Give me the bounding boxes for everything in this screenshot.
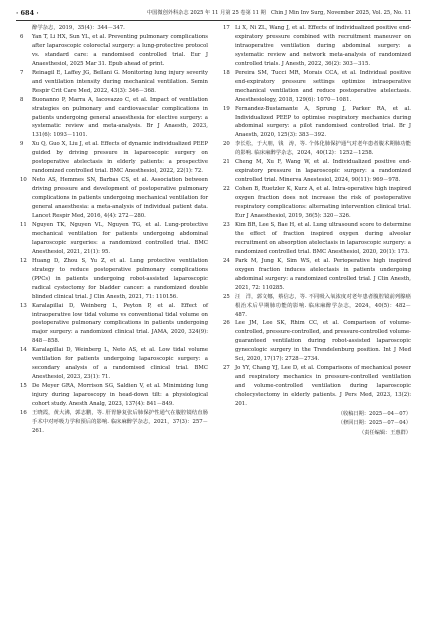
reference-item xyxy=(223,140,411,158)
received-date: （收稿日期：2025－04－07） xyxy=(337,410,411,417)
reference-item xyxy=(223,257,411,293)
reference-item xyxy=(223,105,411,141)
journal-header-title: 中国微创外科杂志 2025 年 11 月第 25 卷第 11 期 Chin J Min Inv Surg, November 2025, Vol. 25, No. 11 xyxy=(147,10,411,16)
reference-item xyxy=(223,319,411,364)
reference-item xyxy=(223,69,411,105)
reference-number: 8 xyxy=(20,96,24,103)
reference-text: Karalapillai D, Weinberg L, Neto AS, et al. Low tidal volume ventilation for patients undergoing laparoscopic surgery: a secondary analysis of a randomised clinical trial. BMC Anesthesiol, 2023, 23(1): 71. xyxy=(32,347,208,381)
reference-text: Jo YY, Chang YJ, Lee D, et al. Comparisons of mechanical power and respiratory mechanics in pressure-controlled ventilation and volume-controlled ventilation during laparoscopic cholecystectomy in elderly patients. J Pers Med, 2023, 13(2): 201. xyxy=(235,365,411,408)
reference-item xyxy=(223,221,411,257)
reference-number: 26 xyxy=(223,320,230,327)
reference-text: 汪 洋，郭文娜，蔡信志，等. 不同吸入氧浓度对老年患者腹腔镜前列腺癌根治术后早期肺功能的影响. 临床麻醉学杂志，2024，40(5)：482－487. xyxy=(235,293,411,318)
reference-item xyxy=(20,409,208,436)
reference-item xyxy=(20,382,208,409)
reference-item xyxy=(20,33,208,69)
reference-item xyxy=(20,257,208,302)
reference-text: Park M, Jung K, Sim WS, et al. Perioperative high inspired oxygen fraction induces atelectasis in patients undergoing abdominal surgery: a randomized controlled trial. J Clin Anesth, 2021, 72: 110285. xyxy=(235,257,411,291)
reference-item xyxy=(20,69,208,96)
reference-item xyxy=(20,302,208,347)
reference-text: Neto AS, Hemmes SN, Barbas CS, et al. Association between driving pressure and development of postoperative pulmonary complications in patients undergoing mechanical ventilation for general anaesthesia: a meta-analysis of individual patient data. Lancet Respir Med, 2016, 4(4): 272－280. xyxy=(32,177,208,220)
reference-number: 10 xyxy=(20,177,27,184)
reference-number: 12 xyxy=(20,257,27,264)
reference-item xyxy=(20,346,208,382)
reference-text: Huang D, Zhou S, Yu Z, et al. Lung protective ventilation strategy to reduce postoperative pulmonary complications (PPCs) in patients undergoing robot-assisted laparoscopic radical cystectomy for bladder cancer: a randomized double blinded clinical trial. J Clin Anesth, 2021, 71: 110156. xyxy=(32,257,208,300)
reference-text: Karalapillai D, Weinberg L, Peyton P, et al. Effect of intraoperative low tidal volume vs conventional tidal volume on postoperative pulmonary complications in patients undergoing major surgery: a randomized clinical trial. JAMA, 2020, 324(9): 848－858. xyxy=(32,302,208,345)
reference-number: 20 xyxy=(223,141,230,148)
reference-continuation: 醉学杂志，2019，35(4)：344－347. xyxy=(32,25,125,31)
reference-number: 16 xyxy=(20,409,27,416)
reference-text: 王晓霞，黄大沸，郭志鹏，等. 肝胃静复张后肺保护性通气在腹腔镜结直肠手术中对呼吸力学和预后的影响. 临床麻醉学杂志，2021，37(3)：257－261. xyxy=(32,409,208,434)
reference-item xyxy=(223,185,411,221)
reference-item xyxy=(223,24,411,69)
reference-text: 李长松，于大朋，钱 涛，等. 个体化肺保护通气对老年患者腹术期肺功能的影响. 临床麻醉学杂志，2024，40(12)：1252－1258. xyxy=(235,141,411,157)
reference-number: 22 xyxy=(223,186,230,193)
reference-number: 24 xyxy=(223,257,230,264)
reference-number: 27 xyxy=(223,365,230,372)
right-column xyxy=(223,24,411,437)
responsible-editor: （责任编辑：王惠群） xyxy=(359,429,411,436)
reference-text: Cohen B, Ruetzler K, Kurz A, et al. Intra-operative high inspired oxygen fraction does not increase the risk of postoperative respiratory complications: alternating intervention clinical trial. Eur J Anaesthesiol, 2019, 36(5): 320－326. xyxy=(235,186,411,220)
left-column xyxy=(20,24,208,436)
reference-number: 14 xyxy=(20,347,27,354)
reference-item xyxy=(20,221,208,257)
reference-item xyxy=(20,96,208,141)
reference-item xyxy=(20,176,208,221)
reference-text: Kim BR, Lee S, Bae H, et al. Lung ultrasound score to determine the effect of fraction inspired oxygen during alveolar recruitment on absorption atelectasis in laparoscopic surgery: a randomized controlled trial. BMC Anesthesiol, 2020, 20(1): 173. xyxy=(235,221,411,255)
reference-number: 18 xyxy=(223,69,230,76)
reference-text: Yan T, Li HX, Sun YL, et al. Preventing pulmonary complications after laparoscopic colorectal surgery: a lung-protective protocol vs. standard care: a randomised controlled trial. Eur J Anaesthesiol, 2025 Mar 31. Epub ahead of print. xyxy=(32,33,208,67)
reference-number: 11 xyxy=(20,221,27,228)
reference-number: 23 xyxy=(223,221,230,228)
reference-text: Pereira SM, Tucci MR, Morais CCA, et al. Individual positive end-expiratory pressure settings optimize intraoperative mechanical ventilation and reduce postoperative atelectasis. Anesthesiology, 2018, 129(6): 1070－1081. xyxy=(235,69,411,103)
reference-number: 7 xyxy=(20,69,24,76)
reference-item xyxy=(223,364,411,409)
reference-number: 13 xyxy=(20,302,27,309)
reference-number: 25 xyxy=(223,293,230,300)
revised-date: （修回日期：2025－07－04） xyxy=(337,420,411,427)
reference-number: 6 xyxy=(20,33,24,40)
reference-text: Cheng M, Xu F, Wang W, et al. Individualized positive end-expiratory pressure in laparoscopic surgery: a randomized controlled trial. Minerva Anestesiol, 2024, 90(11): 969－978. xyxy=(235,159,411,184)
reference-text: Li X, Ni ZL, Wang J, et al. Effects of individualized positive end-expiratory pressure combined with recruitment maneuver on intraoperative ventilation during abdominal surgery: a systematic review and network meta-analysis of randomized controlled trials. J Anesth, 2022, 36(2): 303－315. xyxy=(235,25,411,67)
reference-text: De Meyer GRA, Morrison SG, Saldien V, et al. Minimizing lung injury during laparoscopy in head-down tilt: a physiological cohort study. Anesth Analg, 2023, 137(4): 841－849. xyxy=(32,383,208,408)
reference-number: 17 xyxy=(223,25,230,31)
reference-text: Fernandez-Bustamante A, Sprung J, Parker RA, et al. Individualized PEEP to optimise respiratory mechanics during abdominal surgery: a pilot randomised controlled trial. Br J Anaesth, 2020, 125(3): 383－392. xyxy=(235,105,411,139)
left-reference-list xyxy=(20,33,208,436)
running-header xyxy=(16,6,411,21)
reference-item xyxy=(20,140,208,176)
reference-number: 21 xyxy=(223,159,230,166)
reference-text: Buonanno P, Marra A, Iacovazzo C, et al. Impact of ventilation strategies on pulmonary and cardiovascular complications in patients undergoing general anaesthesia for elective surgery: a systematic review and meta-analysis. Br J Anaesth, 2023, 131(6): 1093－1101. xyxy=(32,96,208,139)
reference-item xyxy=(223,293,411,320)
page-number: · 684 · xyxy=(16,9,39,17)
reference-number: 9 xyxy=(20,141,24,148)
reference-text: Reinagil E, Laffey JG, Bellani G. Monitoring lung injury severity and ventilation intensity during mechanical ventilation. Semin Respir Crit Care Med, 2022, 43(3): 346－368. xyxy=(32,69,208,94)
reference-text: Xu Q, Guo X, Liu J, et al. Effects of dynamic individualized PEEP guided by driving pressure in laparoscopic surgery on postoperative atelectasis in elderly patients: a prospective randomized controlled trial. BMC Anesthesiol, 2022, 22(1): 72. xyxy=(32,141,208,175)
reference-text: Nguyen TK, Nguyen VL, Nguyen TG, et al. Lung-protective mechanical ventilation for patients undergoing abdominal laparoscopic surgeries: a randomized controlled trial. BMC Anesthesiol, 2021, 21(1): 95. xyxy=(32,221,208,255)
right-reference-list xyxy=(223,24,411,409)
reference-item xyxy=(223,158,411,185)
reference-text: Lee JM, Lee SK, Rhim CC, et al. Comparison of volume-controlled, pressure-controlled, and pressure-controlled volume-guaranteed ventilation during robot-assisted laparoscopic gynecologic surgery in the Trendelenburg position. Int J Med Sci, 2020, 17(17): 2728－2734. xyxy=(235,320,411,363)
reference-number: 15 xyxy=(20,383,27,390)
reference-number: 19 xyxy=(223,105,230,112)
